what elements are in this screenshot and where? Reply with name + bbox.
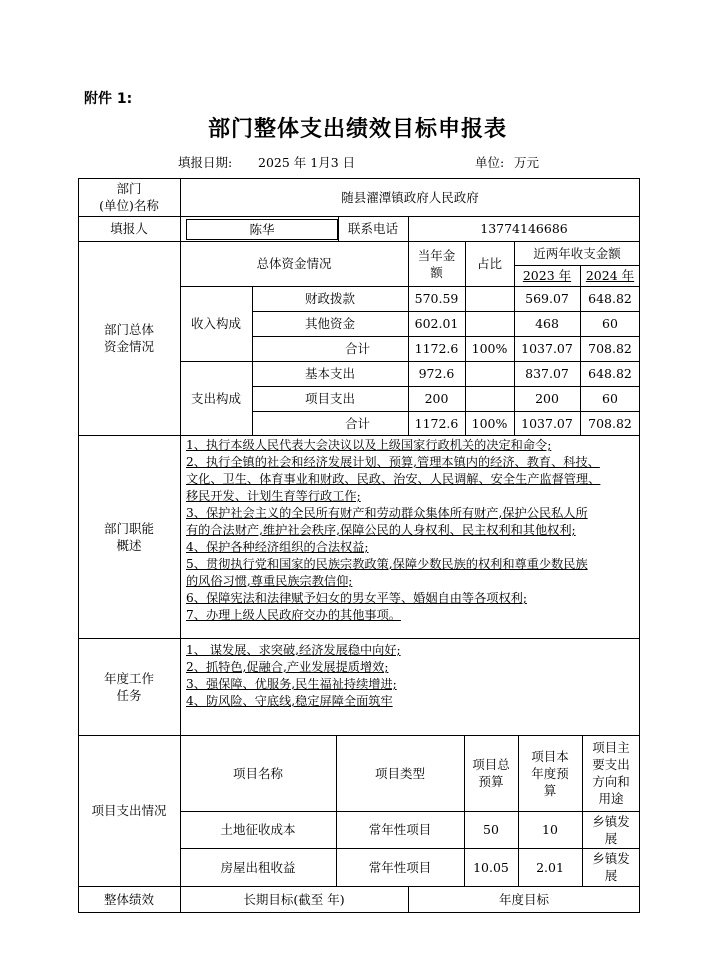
funds-overview-header: 总体资金情况 xyxy=(256,256,332,271)
duties-label: 部门职能 概述 xyxy=(103,520,154,553)
task-line: 3、强保障、优服务,民生福祉持续增进; xyxy=(186,677,397,691)
expense-row-name: 基本支出 xyxy=(304,366,355,381)
duty-line: 文化、卫生、体育事业和财政、民政、治安、人民调解、安全生产监督管理、 xyxy=(186,472,601,486)
income-row-amount: 570.59 xyxy=(414,291,459,306)
phone-label: 联系电话 xyxy=(347,221,398,236)
expense-row-ratio xyxy=(465,361,514,386)
income-label: 收入构成 xyxy=(190,316,241,331)
current-amount-header: 当年金额 xyxy=(417,247,456,280)
duty-line: 有的合法财产,维护社会秩序,保障公民的人身权利、民主权利和其他权利; xyxy=(186,523,576,537)
income-total-amount: 1172.6 xyxy=(414,341,459,356)
income-row-ratio xyxy=(465,286,514,311)
income-total-ratio: 100% xyxy=(471,341,508,356)
expense-row-amount: 972.6 xyxy=(418,366,455,381)
col-project-total: 项目总 预算 xyxy=(472,757,510,789)
expense-row-2024: 648.82 xyxy=(588,366,632,381)
duty-line: 4、保护各种经济组织的合法权益; xyxy=(186,540,369,554)
project-row-use: 乡镇发 展 xyxy=(592,813,630,846)
task-line: 2、抓特色,促融合,产业发展提质增效; xyxy=(186,660,389,674)
duty-line: 1、执行本级人民代表大会决议以及上级国家行政机关的决定和命令; xyxy=(186,438,552,452)
funds-section-label: 部门总体 资金情况 xyxy=(103,322,154,354)
unit-value: 万元 xyxy=(514,155,540,170)
expense-row-2024: 60 xyxy=(602,391,618,406)
expense-row-2023: 837.07 xyxy=(525,366,569,381)
annual-goal-header: 年度目标 xyxy=(498,892,549,907)
duties-text xyxy=(186,437,636,624)
col-project-name: 项目名称 xyxy=(232,765,283,781)
income-total-name: 合计 xyxy=(344,341,370,356)
filer-name: 陈华 xyxy=(249,222,275,237)
project-row-use: 乡镇发 展 xyxy=(592,851,630,883)
income-row-2023: 468 xyxy=(535,316,559,331)
duty-line: 7、办理上级人民政府交办的其他事项。 xyxy=(186,608,401,622)
phone-value: 13774146686 xyxy=(480,221,568,236)
income-row-ratio xyxy=(465,311,514,336)
attachment-label: 附件 1: xyxy=(84,91,133,107)
duty-line: 的风俗习惯,尊重民族宗教信仰; xyxy=(186,574,353,588)
tasks-text xyxy=(186,642,636,710)
unit-label: 单位: xyxy=(475,155,505,170)
project-row-name: 土地征收成本 xyxy=(220,822,296,837)
dept-name: 随县濯潭镇政府人民政府 xyxy=(341,189,479,205)
duty-line: 5、贯彻执行党和国家的民族宗教政策,保障少数民族的权利和尊重少数民族 xyxy=(186,557,588,571)
long-term-goal-header: 长期目标(截至 年) xyxy=(243,892,345,907)
project-row-year: 2.01 xyxy=(536,859,564,875)
projects-section-label: 项目支出情况 xyxy=(91,803,167,818)
expense-label: 支出构成 xyxy=(190,390,241,406)
dept-label: 部门 (单位)名称 xyxy=(99,181,159,213)
income-row-2023: 569.07 xyxy=(525,291,569,306)
fill-date-value: 2025 年 1月3 日 xyxy=(258,155,356,170)
income-row-name: 其他资金 xyxy=(304,316,355,331)
recent-years-header: 近两年收支金额 xyxy=(533,245,621,261)
project-row-year: 10 xyxy=(542,822,558,837)
income-row-name: 财政拨款 xyxy=(304,291,355,306)
expense-total-2024: 708.82 xyxy=(588,415,632,431)
income-total-2023: 1037.07 xyxy=(521,341,573,356)
expense-row-name: 项目支出 xyxy=(304,391,355,406)
project-row-name: 房屋出租收益 xyxy=(220,859,296,875)
col-project-year: 项目本 年度预 算 xyxy=(531,748,569,798)
expense-total-ratio: 100% xyxy=(471,415,508,431)
income-row-2024: 648.82 xyxy=(588,291,632,306)
task-line: 1、 谋发展、求突破,经济发展稳中向好; xyxy=(186,643,401,657)
project-row-type: 常年性项目 xyxy=(368,859,432,875)
year-2024-header: 2024 年 xyxy=(585,268,635,283)
expense-row-amount: 200 xyxy=(424,391,449,406)
page-title: 部门整体支出绩效目标申报表 xyxy=(207,117,507,142)
expense-total-name: 合计 xyxy=(344,415,370,431)
duty-line: 3、保护社会主义的全民所有财产和劳动群众集体所有财产,保护公民私人所 xyxy=(186,506,588,520)
income-row-amount: 602.01 xyxy=(414,316,459,331)
task-line: 4、防风险、守底线,稳定屏障全面筑牢 xyxy=(186,694,393,708)
col-project-use: 项目主 要支出 方向和 用途 xyxy=(592,740,630,806)
performance-label: 整体绩效 xyxy=(103,892,154,907)
duty-line: 移民开发、计划生育等行政工作; xyxy=(186,489,361,503)
expense-total-amount: 1172.6 xyxy=(414,415,459,431)
income-total-2024: 708.82 xyxy=(588,341,632,356)
year-2023-header: 2023 年 xyxy=(522,268,572,283)
expense-total-2023: 1037.07 xyxy=(521,415,573,431)
col-project-type: 项目类型 xyxy=(374,765,425,781)
tasks-label: 年度工作 任务 xyxy=(103,670,154,703)
duty-line: 6、保障宪法和法律赋予妇女的男女平等、婚姻自由等各项权利; xyxy=(186,591,527,605)
project-row-total: 10.05 xyxy=(473,859,509,875)
ratio-header: 占比 xyxy=(476,256,502,271)
duty-line: 2、执行全镇的社会和经济发展计划、预算,管理本镇内的经济、教育、科技、 xyxy=(186,455,600,469)
project-row-total: 50 xyxy=(483,822,499,837)
income-row-2024: 60 xyxy=(602,316,618,331)
filer-label: 填报人 xyxy=(110,221,148,236)
project-row-type: 常年性项目 xyxy=(368,822,432,837)
expense-row-2023: 200 xyxy=(535,391,559,406)
expense-row-ratio xyxy=(465,386,514,411)
fill-date-label: 填报日期: xyxy=(178,155,233,170)
